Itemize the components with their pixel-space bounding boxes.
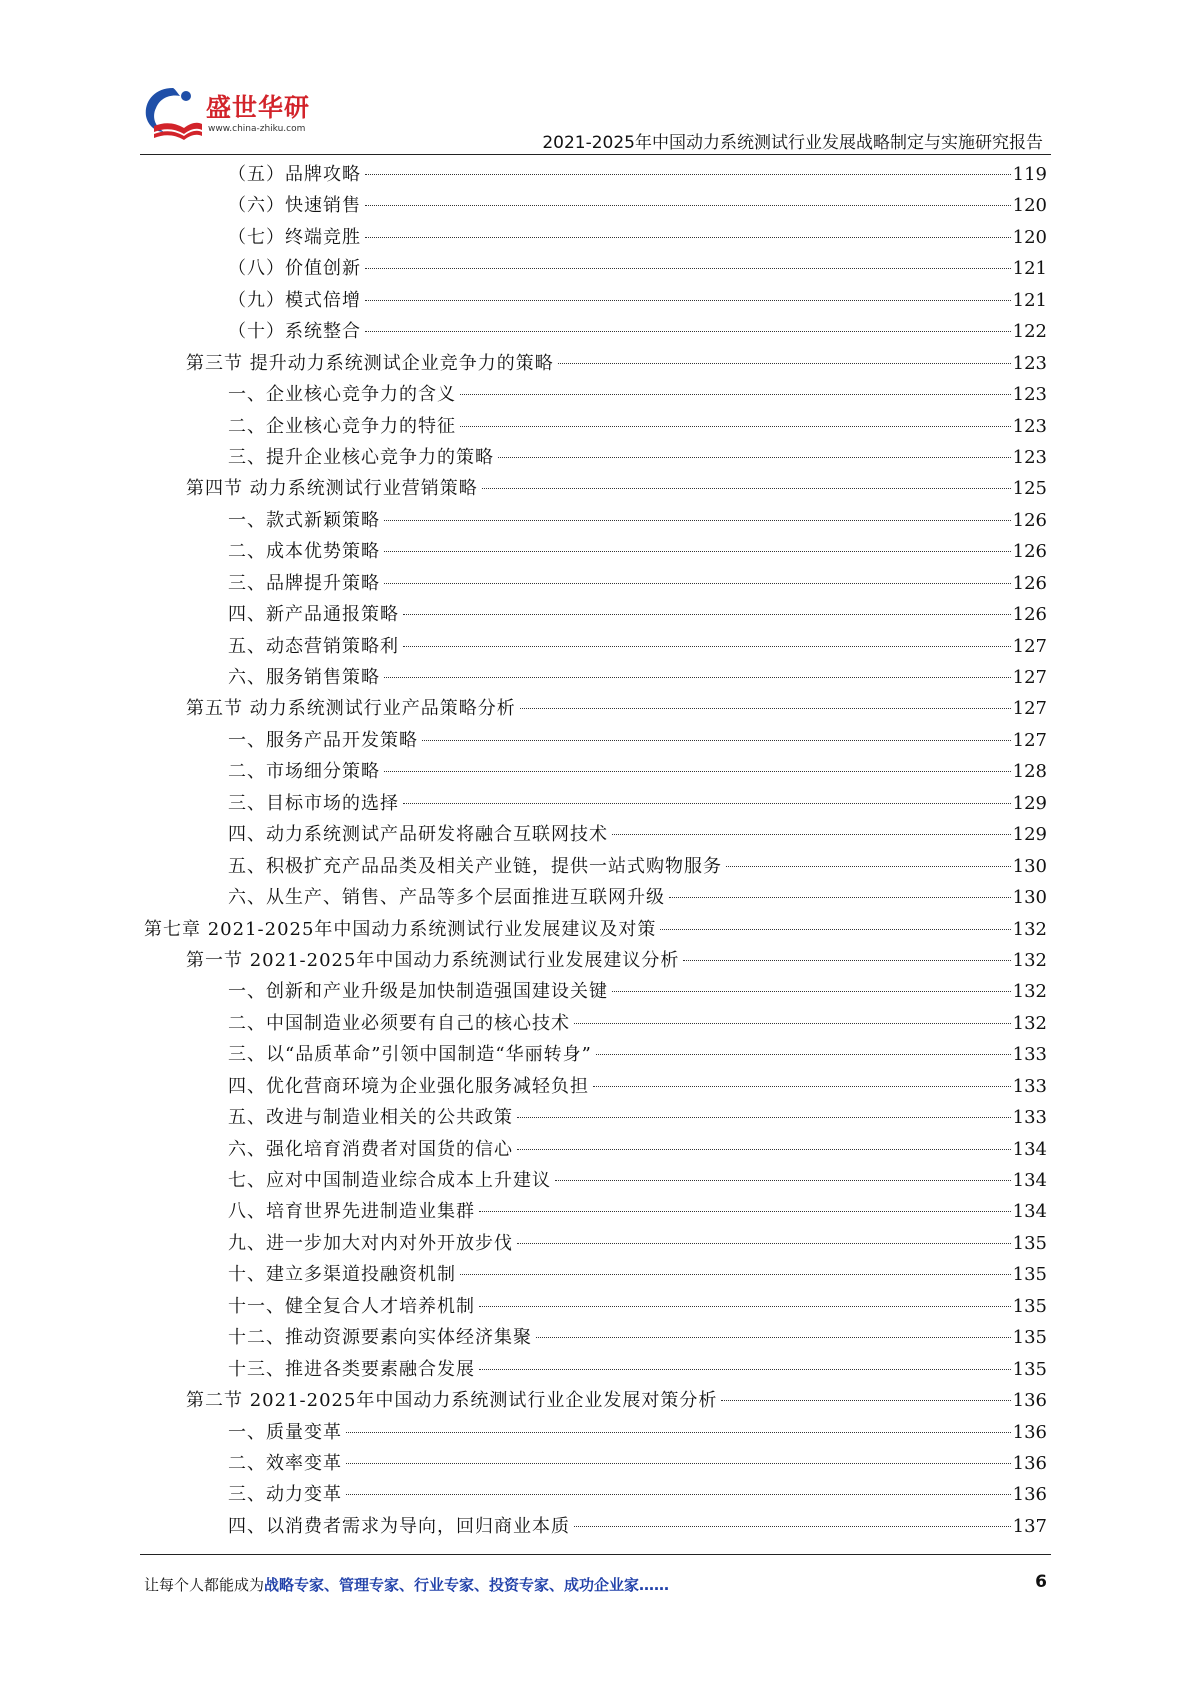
toc-entry-title: 二、市场细分策略 <box>228 761 380 783</box>
toc-entry[interactable] <box>144 1102 1047 1133</box>
toc-entry-title: （十）系统整合 <box>228 321 361 343</box>
toc-dot-leader <box>346 1494 1011 1495</box>
toc-entry[interactable] <box>144 1071 1047 1102</box>
toc-entry-page: 120 <box>1012 195 1047 217</box>
footer-slogan <box>144 1574 669 1595</box>
toc-entry-page: 130 <box>1012 887 1047 909</box>
toc-dot-leader <box>403 646 1011 647</box>
toc-entry-title: 四、新产品通报策略 <box>228 604 399 626</box>
toc-dot-leader <box>365 268 1011 269</box>
toc-dot-leader <box>346 1463 1011 1464</box>
toc-dot-leader <box>479 1211 1011 1212</box>
toc-entry[interactable] <box>144 882 1047 913</box>
toc-dot-leader <box>683 960 1010 961</box>
toc-dot-leader <box>460 426 1011 427</box>
toc-dot-leader <box>612 834 1011 835</box>
toc-entry[interactable] <box>144 1008 1047 1039</box>
toc-dot-leader <box>479 1306 1011 1307</box>
toc-entry[interactable] <box>144 976 1047 1007</box>
toc-entry-page: 135 <box>1012 1358 1047 1380</box>
toc-entry-page: 129 <box>1012 824 1047 846</box>
toc-dot-leader <box>403 614 1011 615</box>
toc-entry-title: （六）快速销售 <box>228 195 361 217</box>
toc-entry[interactable] <box>144 1039 1047 1070</box>
toc-dot-leader <box>574 1526 1011 1527</box>
toc-entry-title: 二、效率变革 <box>228 1452 342 1474</box>
toc-entry-page: 135 <box>1012 1295 1047 1317</box>
toc-entry-title: 六、服务销售策略 <box>228 667 380 688</box>
toc-entry-page: 122 <box>1012 321 1047 343</box>
toc-dot-leader <box>384 583 1011 584</box>
toc-entry-page: 137 <box>1012 1515 1047 1537</box>
toc-entry-page: 127 <box>1012 698 1047 720</box>
toc-entry-page: 132 <box>1012 918 1047 940</box>
toc-entry-page: 121 <box>1012 289 1047 311</box>
toc-dot-leader <box>517 1149 1011 1150</box>
toc-entry-title: 二、成本优势策略 <box>228 541 380 563</box>
toc-entry-title: 一、创新和产业升级是加快制造强国建设关键 <box>228 981 608 1003</box>
toc-dot-leader <box>365 205 1011 206</box>
toc-entry-page: 130 <box>1012 855 1047 877</box>
toc-entry[interactable] <box>144 253 1047 284</box>
logo-url: www.china-zhiku.com <box>208 124 306 134</box>
toc-entry-page: 132 <box>1012 1012 1047 1034</box>
toc-entry[interactable] <box>144 1417 1047 1448</box>
page-header <box>0 0 1191 160</box>
footer-divider <box>140 1554 1051 1555</box>
toc-dot-leader <box>517 1243 1011 1244</box>
toc-dot-leader <box>384 520 1011 521</box>
toc-entry-page: 132 <box>1012 981 1047 1003</box>
toc-entry-title: 三、提升企业核心竞争力的策略 <box>228 446 494 468</box>
toc-entry-page: 134 <box>1012 1138 1047 1160</box>
toc-entry-page: 123 <box>1012 446 1047 468</box>
toc-entry[interactable] <box>144 819 1047 850</box>
toc-entry[interactable] <box>144 1196 1047 1227</box>
toc-entry[interactable] <box>144 285 1047 316</box>
toc-entry[interactable] <box>144 1228 1047 1259</box>
toc-entry[interactable] <box>144 159 1047 190</box>
toc-dot-leader <box>346 1432 1011 1433</box>
toc-entry-title: 一、质量变革 <box>228 1421 342 1443</box>
toc-entry[interactable] <box>144 536 1047 567</box>
toc-entry[interactable] <box>144 756 1047 787</box>
toc-entry-page: 120 <box>1012 226 1047 248</box>
toc-dot-leader <box>593 1086 1011 1087</box>
toc-dot-leader <box>365 174 1011 175</box>
toc-entry-title: 五、积极扩充产品品类及相关产业链，提供一站式购物服务 <box>228 855 722 877</box>
toc-entry-page: 128 <box>1012 761 1047 783</box>
toc-entry[interactable] <box>144 473 1047 504</box>
toc-entry-title: 四、以消费者需求为导向，回归商业本质 <box>228 1515 570 1537</box>
toc-entry[interactable] <box>144 914 1047 945</box>
toc-entry[interactable] <box>144 851 1047 882</box>
toc-dot-leader <box>384 677 1011 678</box>
toc-entry-title: 一、款式新颖策略 <box>228 509 380 531</box>
toc-dot-leader <box>726 866 1011 867</box>
toc-dot-leader <box>721 1400 1010 1401</box>
toc-entry[interactable] <box>144 411 1047 442</box>
toc-entry[interactable] <box>144 1322 1047 1353</box>
toc-dot-leader <box>558 363 1011 364</box>
toc-entry-title: （九）模式倍增 <box>228 289 361 311</box>
toc-entry-page: 125 <box>1012 478 1047 500</box>
toc-entry[interactable] <box>144 379 1047 410</box>
toc-entry-page: 127 <box>1012 667 1047 688</box>
toc-entry-title: （五）品牌攻略 <box>228 164 361 185</box>
toc-entry[interactable] <box>144 316 1047 347</box>
toc-entry-title: 第四节 动力系统测试行业营销策略 <box>186 478 478 500</box>
toc-entry-title: 一、服务产品开发策略 <box>228 729 418 751</box>
toc-entry[interactable] <box>144 1165 1047 1196</box>
toc-entry[interactable] <box>144 1354 1047 1385</box>
table-of-contents <box>144 159 1047 1542</box>
toc-dot-leader <box>365 237 1011 238</box>
toc-entry-title: 第五节 动力系统测试行业产品策略分析 <box>186 698 516 720</box>
toc-dot-leader <box>555 1180 1011 1181</box>
toc-entry-page: 123 <box>1012 384 1047 406</box>
toc-entry-page: 132 <box>1012 949 1047 971</box>
toc-entry-page: 123 <box>1012 352 1047 374</box>
toc-entry-title: 三、动力变革 <box>228 1484 342 1506</box>
toc-dot-leader <box>612 991 1011 992</box>
toc-entry[interactable] <box>144 505 1047 536</box>
toc-entry-page: 119 <box>1012 164 1047 185</box>
report-title: 2021-2025年中国动力系统测试行业发展战略制定与实施研究报告 <box>542 133 1043 153</box>
toc-dot-leader <box>460 394 1011 395</box>
toc-dot-leader <box>365 300 1011 301</box>
toc-entry-title: 三、目标市场的选择 <box>228 792 399 814</box>
toc-entry[interactable] <box>144 631 1047 662</box>
toc-entry-title: 十一、健全复合人才培养机制 <box>228 1295 475 1317</box>
toc-entry-page: 135 <box>1012 1264 1047 1286</box>
toc-entry-page: 126 <box>1012 509 1047 531</box>
company-logo <box>140 82 310 146</box>
header-divider <box>140 154 1051 155</box>
toc-dot-leader <box>403 803 1011 804</box>
toc-dot-leader <box>669 897 1011 898</box>
toc-dot-leader <box>384 771 1011 772</box>
toc-entry-page: 126 <box>1012 541 1047 563</box>
toc-entry-title: （八）价值创新 <box>228 258 361 280</box>
toc-entry[interactable] <box>144 568 1047 599</box>
toc-dot-leader <box>482 488 1011 489</box>
toc-entry-title: 第二节 2021-2025年中国动力系统测试行业企业发展对策分析 <box>186 1390 718 1412</box>
toc-entry-title: 四、优化营商环境为企业强化服务减轻负担 <box>228 1075 589 1097</box>
logo-emblem-icon <box>140 82 206 146</box>
toc-dot-leader <box>596 1054 1011 1055</box>
toc-entry[interactable] <box>144 1511 1047 1542</box>
toc-dot-leader <box>479 1369 1011 1370</box>
toc-entry-title: 五、改进与制造业相关的公共政策 <box>228 1107 513 1129</box>
toc-entry-page: 133 <box>1012 1075 1047 1097</box>
toc-entry-page: 135 <box>1012 1327 1047 1349</box>
toc-entry[interactable] <box>144 788 1047 819</box>
toc-entry-page: 126 <box>1012 604 1047 626</box>
toc-entry-title: 第一节 2021-2025年中国动力系统测试行业发展建议分析 <box>186 949 680 971</box>
toc-entry-title: 二、中国制造业必须要有自己的核心技术 <box>228 1012 570 1034</box>
toc-entry[interactable] <box>144 222 1047 253</box>
toc-entry[interactable] <box>144 1448 1047 1479</box>
toc-entry[interactable] <box>144 725 1047 756</box>
toc-entry-title: 十、建立多渠道投融资机制 <box>228 1264 456 1286</box>
toc-entry-title: 五、动态营销策略利 <box>228 635 399 657</box>
toc-entry-page: 133 <box>1012 1044 1047 1066</box>
toc-dot-leader <box>574 1023 1011 1024</box>
toc-entry[interactable] <box>144 1291 1047 1322</box>
toc-dot-leader <box>498 457 1011 458</box>
toc-dot-leader <box>460 1274 1011 1275</box>
toc-entry[interactable] <box>144 442 1047 473</box>
toc-dot-leader <box>422 740 1011 741</box>
toc-dot-leader <box>520 708 1011 709</box>
toc-entry[interactable] <box>144 1385 1047 1416</box>
page-footer <box>144 1574 1047 1604</box>
footer-slogan-prefix: 让每个人都能成为 <box>144 1576 265 1594</box>
toc-entry[interactable] <box>144 1479 1047 1510</box>
toc-entry-title: 第三节 提升动力系统测试企业竞争力的策略 <box>186 352 554 374</box>
toc-entry-title: 四、动力系统测试产品研发将融合互联网技术 <box>228 824 608 846</box>
toc-dot-leader <box>536 1337 1011 1338</box>
toc-entry-title: 三、品牌提升策略 <box>228 572 380 594</box>
toc-dot-leader <box>365 331 1011 332</box>
toc-entry-page: 134 <box>1012 1170 1047 1191</box>
toc-entry-page: 123 <box>1012 415 1047 437</box>
toc-entry-title: 六、强化培育消费者对国货的信心 <box>228 1138 513 1160</box>
toc-entry-title: 七、应对中国制造业综合成本上升建议 <box>228 1170 551 1191</box>
toc-entry[interactable] <box>144 1259 1047 1290</box>
toc-entry-page: 136 <box>1012 1390 1047 1412</box>
toc-entry-page: 127 <box>1012 635 1047 657</box>
toc-entry-title: 一、企业核心竞争力的含义 <box>228 384 456 406</box>
toc-entry-title: 三、以“品质革命”引领中国制造“华丽转身” <box>228 1044 592 1066</box>
toc-entry-title: 六、从生产、销售、产品等多个层面推进互联网升级 <box>228 887 665 909</box>
toc-dot-leader <box>384 551 1011 552</box>
toc-entry-title: 二、企业核心竞争力的特征 <box>228 415 456 437</box>
logo-name: 盛世华研 <box>206 93 311 122</box>
toc-entry[interactable] <box>144 1134 1047 1165</box>
toc-entry-title: 八、培育世界先进制造业集群 <box>228 1201 475 1223</box>
toc-entry-title: （七）终端竞胜 <box>228 226 361 248</box>
toc-entry-page: 133 <box>1012 1107 1047 1129</box>
toc-entry-title: 十三、推进各类要素融合发展 <box>228 1358 475 1380</box>
toc-entry[interactable] <box>144 662 1047 693</box>
footer-slogan-highlight: 战略专家、管理专家、行业专家、投资专家、成功企业家…… <box>264 1576 670 1594</box>
toc-dot-leader <box>517 1117 1011 1118</box>
toc-entry-page: 136 <box>1012 1452 1047 1474</box>
toc-entry-page: 136 <box>1012 1421 1047 1443</box>
toc-entry-title: 九、进一步加大对内对外开放步伐 <box>228 1232 513 1254</box>
toc-entry-page: 127 <box>1012 729 1047 751</box>
toc-entry-page: 134 <box>1012 1201 1047 1223</box>
toc-entry-page: 135 <box>1012 1232 1047 1254</box>
toc-entry[interactable] <box>144 945 1047 976</box>
toc-entry-page: 129 <box>1012 792 1047 814</box>
toc-entry[interactable] <box>144 693 1047 724</box>
toc-entry-title: 第七章 2021-2025年中国动力系统测试行业发展建议及对策 <box>144 918 657 940</box>
toc-entry[interactable] <box>144 599 1047 630</box>
page-number: 6 <box>1035 1572 1047 1592</box>
toc-dot-leader <box>660 929 1010 930</box>
toc-entry-page: 121 <box>1012 258 1047 280</box>
toc-entry-page: 126 <box>1012 572 1047 594</box>
toc-entry-title: 十二、推动资源要素向实体经济集聚 <box>228 1327 532 1349</box>
toc-entry[interactable] <box>144 190 1047 221</box>
toc-entry-page: 136 <box>1012 1484 1047 1506</box>
toc-entry[interactable] <box>144 348 1047 379</box>
